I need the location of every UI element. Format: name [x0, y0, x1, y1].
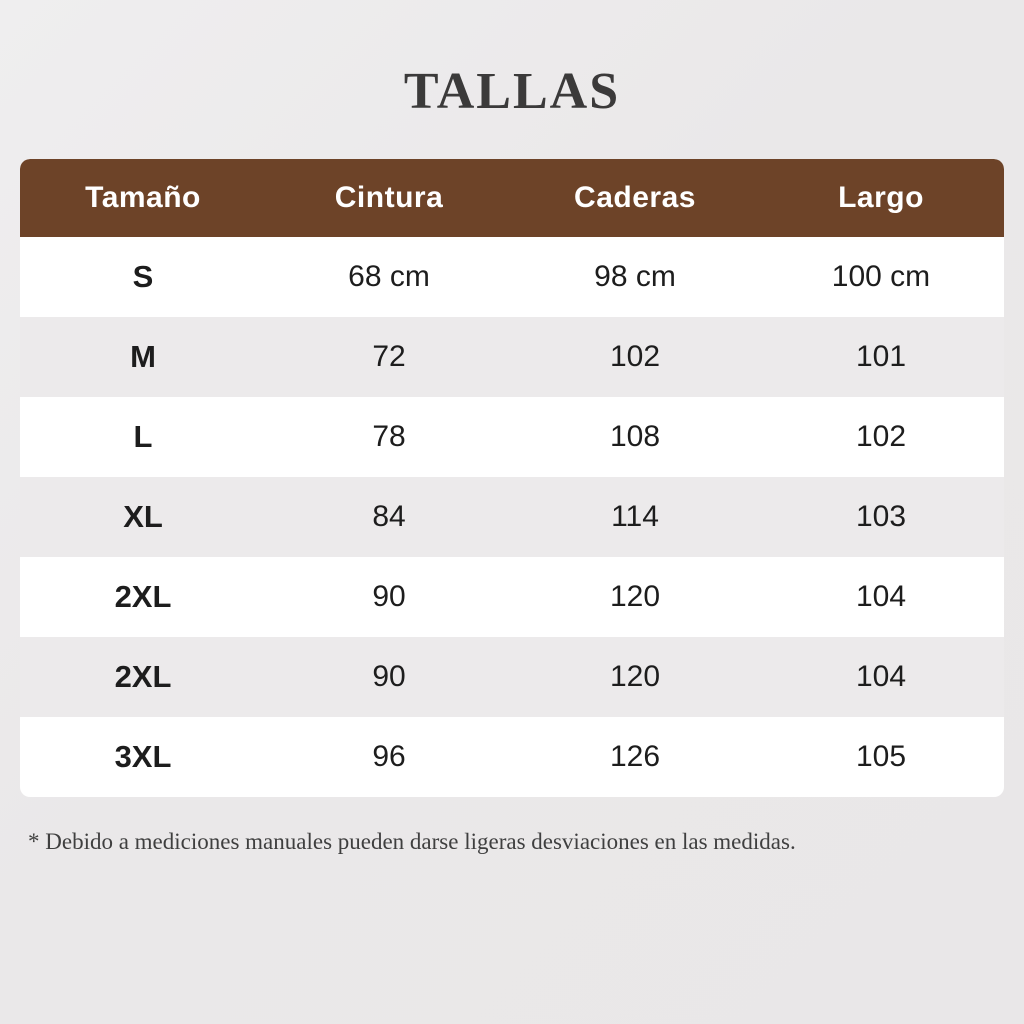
cell-caderas: 98 cm: [594, 260, 676, 293]
table-header: [20, 159, 1004, 237]
cell-size: XL: [123, 499, 163, 534]
cell-largo: 104: [855, 660, 907, 693]
table-body: [20, 237, 1004, 797]
cell-size: M: [130, 339, 156, 374]
cell-cintura: 72: [372, 340, 406, 373]
cell-largo: 101: [855, 340, 907, 373]
size-table-container: [20, 159, 1004, 797]
page-title: TALLAS: [403, 63, 621, 120]
cell-largo: 104: [855, 580, 907, 613]
cell-cintura: 84: [372, 500, 406, 533]
cell-caderas: 102: [609, 340, 661, 373]
column-header-cintura: Cintura: [334, 181, 444, 214]
cell-largo: 103: [855, 500, 907, 533]
cell-cintura: 90: [372, 580, 406, 613]
cell-cintura: 90: [372, 660, 406, 693]
measurement-disclaimer: * Debido a mediciones manuales pueden darse ligeras desviaciones en las medidas.: [28, 829, 796, 854]
cell-caderas: 114: [611, 500, 659, 533]
table-header-row: [20, 159, 1004, 237]
column-header-tamano: Tamaño: [85, 181, 201, 214]
cell-cintura: 78: [372, 420, 406, 453]
cell-largo: 105: [855, 740, 907, 773]
cell-caderas: 120: [609, 660, 661, 693]
cell-caderas: 108: [609, 420, 661, 453]
cell-size: L: [133, 419, 153, 454]
table-row: [20, 557, 1004, 637]
cell-caderas: 126: [609, 740, 661, 773]
table-row: [20, 637, 1004, 717]
table-row: [20, 397, 1004, 477]
table-row: [20, 317, 1004, 397]
table-row: [20, 477, 1004, 557]
cell-largo: 100 cm: [831, 260, 931, 293]
table-row: [20, 237, 1004, 317]
cell-size: 2XL: [114, 659, 172, 694]
size-table: [20, 159, 1004, 797]
cell-size: S: [132, 259, 154, 294]
cell-size: 2XL: [114, 579, 172, 614]
cell-size: 3XL: [114, 739, 172, 774]
column-header-caderas: Caderas: [574, 181, 696, 214]
cell-cintura: 68 cm: [348, 260, 430, 293]
cell-cintura: 96: [372, 740, 406, 773]
cell-largo: 102: [855, 420, 907, 453]
table-row: [20, 717, 1004, 797]
cell-caderas: 120: [609, 580, 661, 613]
column-header-largo: Largo: [838, 181, 924, 214]
